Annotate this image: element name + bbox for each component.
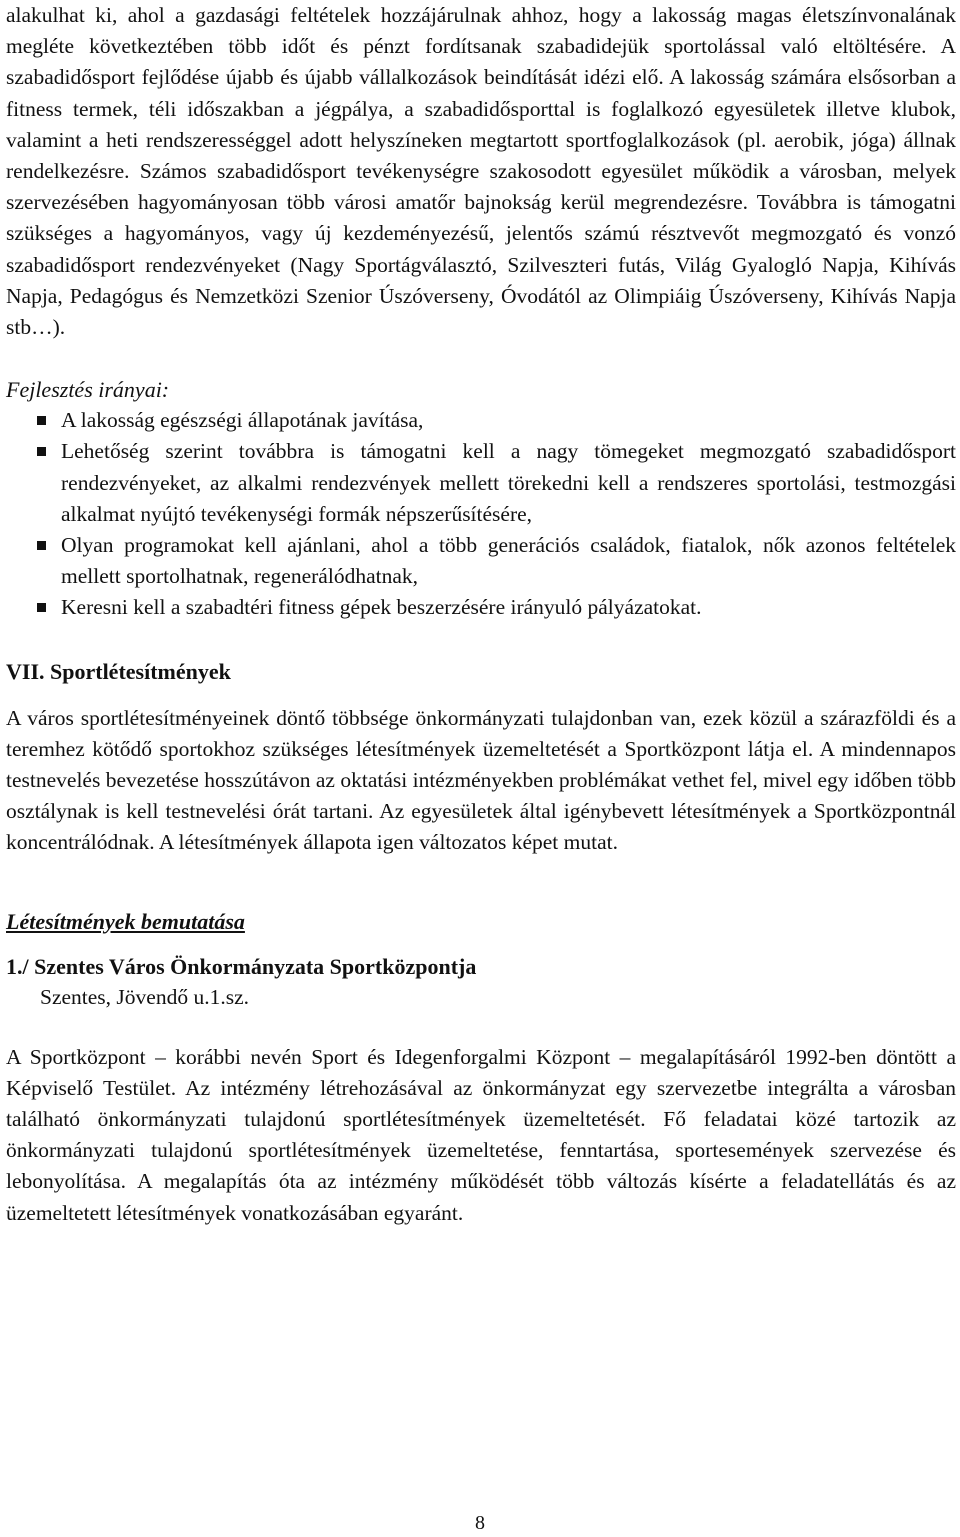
page-number: 8 xyxy=(475,1512,485,1534)
document-page xyxy=(6,0,956,1229)
paragraph-sport-center: A Sportközpont – korábbi nevén Sport és Idegenforgalmi Központ – megalapításáról 1992-ben döntött a Képviselő Testület. Az intézmény létrehozásával az önkormányzat egy szervezetbe integrálta a városban található önkormányzati tulajdonú sportlétesítmények üzemeltetését. Fő feladatai közé tartozik az önkormányzati tulajdonú sportlétesítmények üzemeltetése, fenntartása, sportesemények szervezése és lebonyolítása. A megalapítás óta az intézmény működését több változás kísérte a feladatellátás és az üzemeltetett létesítmények vonatkozásában egyaránt. xyxy=(6,1044,956,1225)
square-bullet-icon xyxy=(37,416,46,425)
spacer xyxy=(6,859,956,906)
facility-title: 1./ Szentes Város Önkormányzata Sportközpontja xyxy=(6,953,477,979)
list-item xyxy=(6,436,956,530)
list-item-text: Keresni kell a szabadtéri fitness gépek beszerzésére irányuló pályázatokat. xyxy=(61,595,702,620)
paragraph-facilities: A város sportlétesítményeinek döntő többsége önkormányzati tulajdonban van, ezek közül a szárazföldi és a teremhez kötődő sportokhoz szükséges létesítmények üzemeltetését a Sportközpont látja el. A mindennapos testnevelés bevezetése hosszútávon az oktatási intézményekben problémákat vethet fel, mivel egy időben több osztálynak is kell testnevelési órát tartani. Az egyesületek által igénybevett létesítmények a Sportközpontnál koncentrálódnak. A létesítmények állapota igen változatos képet mutat. xyxy=(6,705,956,855)
facilities-heading: Létesítmények bemutatása xyxy=(6,908,245,934)
spacer xyxy=(6,1013,956,1042)
list-item-text: A lakosság egészségi állapotának javítása, xyxy=(61,408,424,433)
list-item xyxy=(6,530,956,592)
spacer xyxy=(6,624,956,656)
list-item xyxy=(6,592,956,623)
square-bullet-icon xyxy=(37,541,46,550)
development-list xyxy=(6,405,956,623)
facility-address: Szentes, Jövendő u.1.sz. xyxy=(40,984,249,1009)
spacer xyxy=(6,937,956,951)
list-item-text: Lehetőség szerint továbbra is támogatni kell a nagy tömegeket megmozgató szabadidősport rendezvényeket, az alkalmi rendezvények mellett törekedni kell a rendszeres sportolási, testmozgási alkalmat nyújtó tevékenységi formák népszerűsítésére, xyxy=(61,439,956,526)
list-item-text: Olyan programokat kell ajánlani, ahol a több generációs családok, fiatalok, nők azonos feltételek mellett sportolhatnak, regenerálódhatnak, xyxy=(61,533,956,589)
square-bullet-icon xyxy=(37,447,46,456)
spacer xyxy=(6,687,956,703)
spacer xyxy=(6,343,956,374)
list-item xyxy=(6,405,956,436)
section-heading: VII. Sportlétesítmények xyxy=(6,658,231,684)
paragraph-leisure-sport: alakulhat ki, ahol a gazdasági feltételek hozzájárulnak ahhoz, hogy a lakosság magas életszínvonalának megléte következtében több időt és pénzt fordítsanak szabadidejük sportolással való eltöltésére. A szabadidősport fejlődése újabb és újabb vállalkozások beindítását idézi elő. A lakosság számára elsősorban a fitness termek, téli időszakban a jégpálya, a szabadidősporttal is foglalkozó egyesületek illetve klubok, valamint a heti rendszerességgel adott helyszíneken megtartott sportfoglalkozások (pl. aerobik, jóga) állnak rendelkezésre. Számos szabadidősport tevékenységre szakosodott egyesület működik a városban, melyek szervezésében hagyományosan több városi amatőr bajnokság kerül megrendezésre. Továbbra is támogatni szükséges a hagyományos, vagy új kezdeményezésű, jelentős számú résztvevőt megmozgató és vonzó szabadidősport rendezvényeket (Nagy Sportágválasztó, Szilveszteri futás, Világ Gyalogló Napja, Kihívás Napja, Pedagógus és Nemzetközi Szenior Úszóverseny, Óvodától az Olimpiáig Úszóverseny, Kihívás Napja stb…). xyxy=(6,3,956,340)
development-heading: Fejlesztés irányai: xyxy=(6,377,170,403)
square-bullet-icon xyxy=(37,603,46,612)
